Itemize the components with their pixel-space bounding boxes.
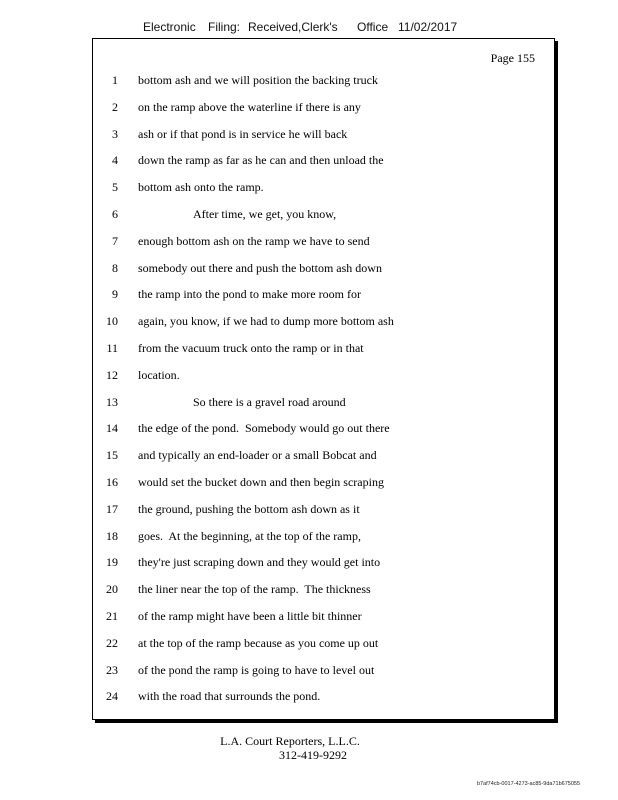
line-text: the edge of the pond. Somebody would go out there: [138, 421, 390, 436]
line-text: ash or if that pond is in service he will back: [138, 126, 348, 141]
transcript-line: [0, 529, 618, 545]
transcript-line: [0, 73, 618, 89]
line-number: 20: [106, 582, 118, 597]
line-number: 3: [112, 126, 118, 141]
filing-header-received: Received,Clerk's: [248, 20, 338, 34]
line-text: of the pond the ramp is going to have to level out: [138, 662, 375, 677]
transcript-line: [0, 502, 618, 518]
transcript-line: [0, 689, 618, 705]
line-text: they're just scraping down and they would get into: [138, 555, 381, 570]
transcript-line: [0, 180, 618, 196]
line-text: somebody out there and push the bottom ash down: [138, 260, 382, 275]
filing-header-filing: Filing:: [208, 20, 241, 34]
line-number: 11: [106, 341, 118, 355]
transcript-line: [0, 663, 618, 679]
transcript-line: [0, 582, 618, 598]
reporter-phone: 312-419-9292: [279, 748, 347, 762]
line-text: again, you know, if we had to dump more bottom ash: [138, 314, 394, 329]
line-text: goes. At the beginning, at the top of the ramp,: [138, 528, 361, 543]
line-number: 1: [112, 73, 118, 87]
page-number: Page 155: [490, 51, 535, 65]
line-number: 6: [112, 207, 118, 221]
line-text: location.: [138, 367, 180, 382]
transcript-line: [0, 421, 618, 437]
line-number: 14: [106, 421, 118, 436]
line-number: 10: [106, 314, 118, 329]
line-number: 2: [112, 99, 118, 114]
transcript-line: [0, 261, 618, 277]
transcript-line: [0, 234, 618, 250]
line-number: 7: [112, 233, 118, 248]
line-number: 12: [106, 367, 118, 382]
transcript-line: [0, 368, 618, 384]
line-text: the ramp into the pond to make more room for: [138, 287, 361, 302]
line-text: After time, we get, you know,: [193, 207, 337, 221]
line-text: would set the bucket down and then begin scraping: [138, 475, 384, 489]
document-id: b7af74cb-0017-4273-ac85-9da71b675055: [476, 781, 580, 787]
line-number: 18: [106, 528, 118, 543]
transcript-line: [0, 636, 618, 652]
filing-header-office: Office: [357, 20, 389, 34]
line-number: 9: [112, 287, 118, 302]
line-number: 15: [106, 448, 118, 463]
line-text: the ground, pushing the bottom ash down as it: [138, 501, 360, 516]
line-number: 21: [106, 609, 118, 623]
line-text: and typically an end-loader or a small Bobcat and: [138, 448, 377, 463]
line-text: bottom ash onto the ramp.: [138, 180, 264, 195]
line-text: So there is a gravel road around: [193, 394, 346, 409]
line-text: enough bottom ash on the ramp we have to send: [138, 233, 370, 248]
line-number: 13: [106, 394, 118, 409]
transcript-line: [0, 100, 618, 116]
line-text: on the ramp above the waterline if there is any: [138, 99, 361, 114]
transcript-line: [0, 609, 618, 625]
line-text: bottom ash and we will position the backing truck: [138, 73, 378, 87]
filing-header-electronic: Electronic: [143, 20, 196, 34]
reporter-name: L.A. Court Reporters, L.L.C.: [220, 734, 360, 748]
line-number: 4: [112, 153, 118, 168]
court-reporter-footer: [180, 734, 400, 762]
line-number: 5: [112, 180, 118, 195]
line-number: 17: [106, 501, 118, 516]
line-text: of the ramp might have been a little bit thinner: [138, 609, 362, 623]
transcript-line: [0, 314, 618, 330]
transcript-line: [0, 448, 618, 464]
transcript-line: [0, 287, 618, 303]
transcript-line: [0, 127, 618, 143]
line-number: 22: [106, 635, 118, 650]
line-number: 24: [106, 689, 118, 704]
transcript-line: [0, 153, 618, 169]
line-number: 8: [112, 260, 118, 275]
line-text: the liner near the top of the ramp. The thickness: [138, 582, 371, 597]
line-number: 19: [106, 555, 118, 570]
transcript-line: [0, 475, 618, 491]
transcript-line: [0, 341, 618, 357]
filing-header-date: 11/02/2017: [398, 20, 458, 34]
transcript-line: [0, 395, 618, 411]
line-text: at the top of the ramp because as you come up out: [138, 635, 379, 650]
line-text: from the vacuum truck onto the ramp or in that: [138, 341, 364, 355]
transcript-line: [0, 555, 618, 571]
transcript-line: [0, 207, 618, 223]
line-number: 16: [106, 475, 118, 489]
line-number: 23: [106, 662, 118, 677]
line-text: down the ramp as far as he can and then unload the: [138, 153, 384, 168]
line-text: with the road that surrounds the pond.: [138, 689, 321, 704]
